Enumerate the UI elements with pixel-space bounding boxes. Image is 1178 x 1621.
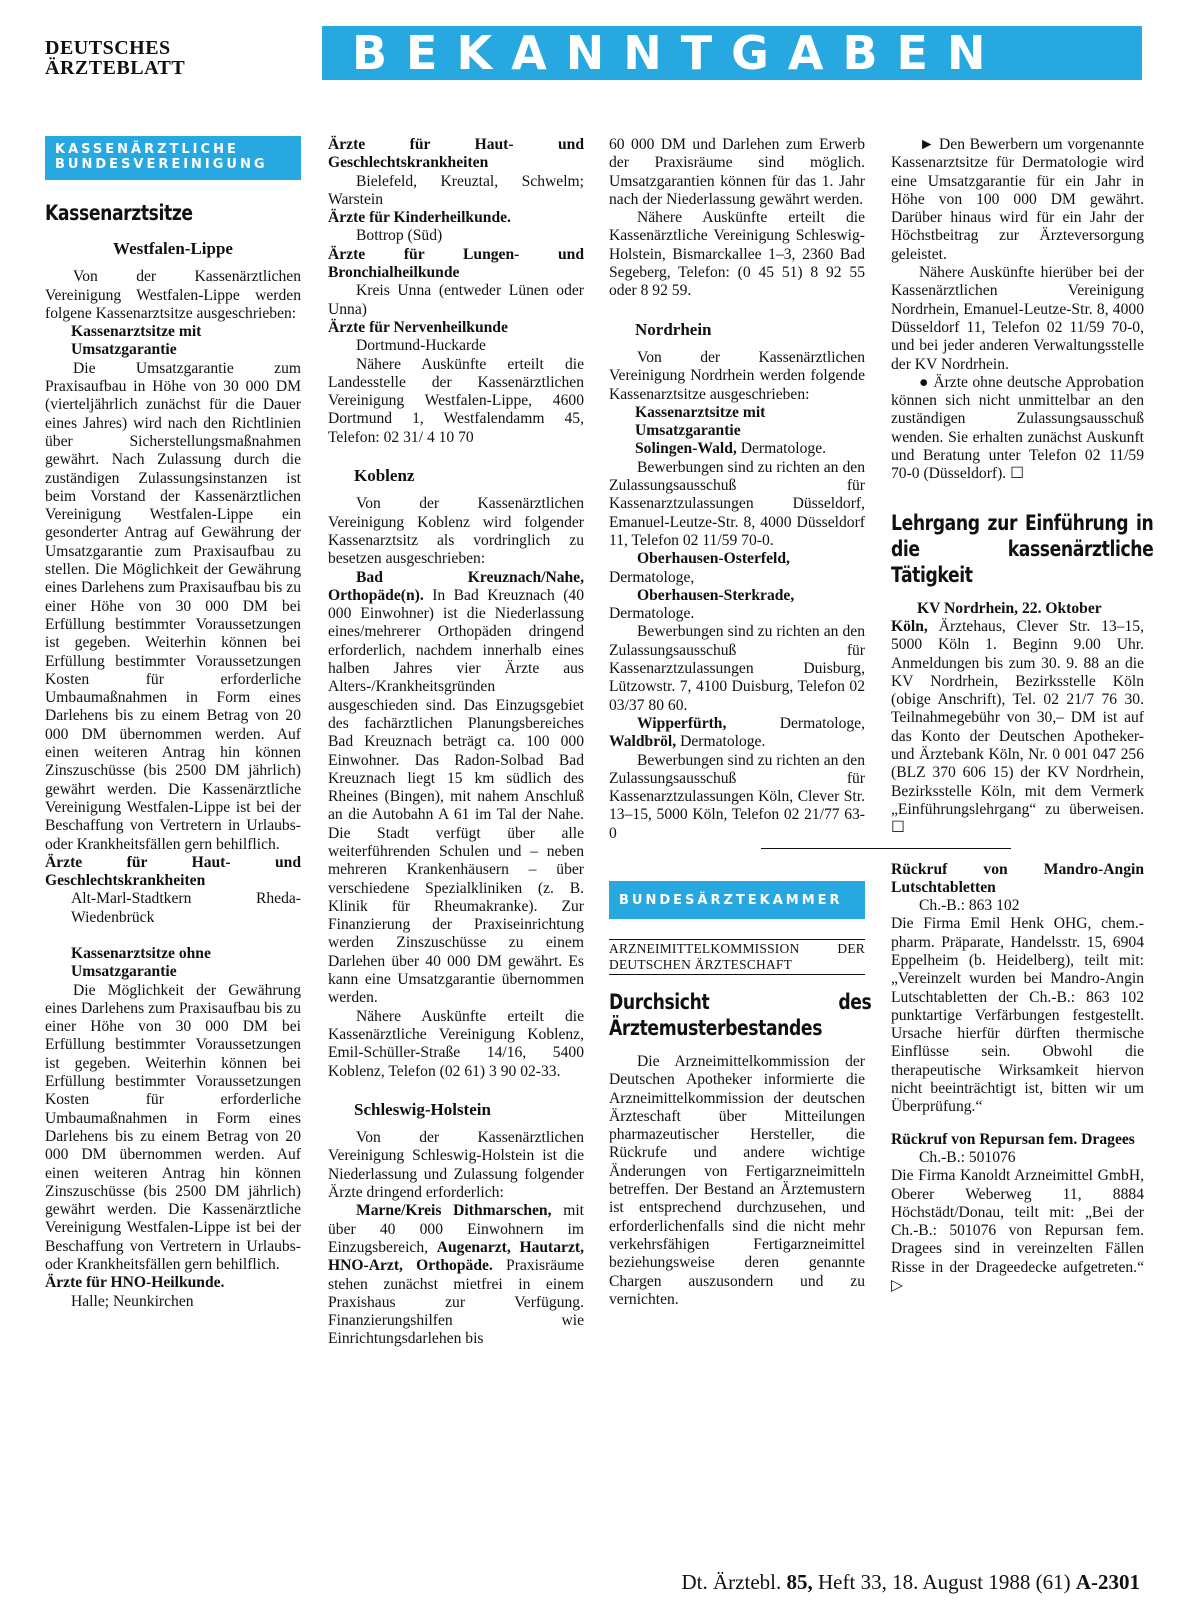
location-list: Kreis Unna (entweder Lünen oder Unna) [328, 282, 584, 318]
subheading: Kassenarztsitze mit Umsatzgarantie [71, 323, 202, 359]
department-label: KASSENÄRZTLICHE BUNDESVEREINIGUNG [45, 136, 301, 180]
page-footer [682, 1570, 1140, 1594]
batch-number: Ch.-B.: 863 102 [919, 897, 1020, 915]
journal-logo: DEUTSCHES ÄRZTEBLATT [45, 37, 186, 79]
paragraph: Von der Kassenärztlichen Vereinigung Nordrhein werden folgende Kassenarztsitze ausgeschrieben: [609, 348, 865, 403]
paragraph-text: Praxisräume stehen zunächst mietfrei in einem Praxishaus zur Verfügung. Finanzierungshilfen wie Einrichtungsdarlehen bis [328, 1257, 584, 1348]
recall-title: Rückruf von Repursan fem. Dragees [891, 1130, 1135, 1148]
specialty-heading: Ärzte für Lungen- und Bronchialheilkunde [328, 245, 584, 282]
paragraph: ► Den Bewerbern um vorgenannte Kassenarztsitze für Dermatologie wird eine Umsatzgarantie für ein Jahr in Höhe von 100 000 DM gewährt. Darüber hinaus wird für ein Jahr der Höchstbeitrag zur Ärzteversorgung geleistet. [891, 136, 1144, 263]
kicker: ARZNEIMITTELKOMMISSION DER DEUTSCHEN ÄRZTESCHAFT [609, 939, 865, 975]
recall-title: Rückruf von Mandro-Angin Lutschtabletten [891, 860, 1144, 896]
paragraph-text: Ärztehaus, Clever Str. 13–15, 5000 Köln 1. Beginn 9.00 Uhr. Anmeldungen bis zum 30. 9. 88 an die KV Nordrhein, Bezirksstelle Köln (obige Anschrift), Tel. 02 21/7 76 30. Teilnahmegebühr von 30,– DM ist auf das Konto der Deutschen Apotheker- und Ärztebank Köln, Nr. 0 001 047 256 (BLZ 370 606 15) der KV Nordrhein, Bezirksstelle Köln, mit dem Vermerk „Einführungslehrgang“ zu überweisen. ☐ [891, 617, 1144, 837]
location-list: Halle; Neunkirchen [71, 1292, 194, 1310]
section-banner: BEKANNTGABEN [322, 26, 1142, 80]
article-title: Lehrgang zur Einführung in die kassenärztliche Tätigkeit [891, 510, 1154, 587]
place-name: Solingen-Wald, [635, 440, 737, 458]
location-list: Bottrop (Süd) [356, 227, 443, 245]
specialty: Dermatologe, [609, 568, 695, 586]
location-list: Bielefeld, Kreuztal, Schwelm; Warstein [328, 172, 584, 208]
region-heading: Schleswig-Holstein [354, 1099, 491, 1119]
contact-info: Nähere Auskünfte hierüber bei der Kassenärztlichen Vereinigung Nordrhein, Emanuel-Leutze-Str. 8, 4000 Düsseldorf 11, Telefon 02 11/59 70-0, und bei jeder anderen Verwaltungsstelle der KV Nordrhein. [891, 264, 1144, 373]
paragraph: Von der Kassenärztlichen Vereinigung Koblenz wird folgender Kassenarztsitz als vordringlich zu besetzen ausgeschrieben: [328, 495, 584, 568]
specialty: Dermatologe. [680, 733, 766, 751]
paragraph: Von der Kassenärztlichen Vereinigung Schleswig-Holstein ist die Niederlassung und Zulassung folgender Ärzte dringend erforderlich: [328, 1129, 584, 1202]
paragraph: Die Firma Emil Henk OHG, chem.-pharm. Präparate, Handelsstr. 15, 6904 Eppelheim (b. Heidelberg), teilt mit: „Vereinzelt wurden bei Mandro-Angin Lutschtabletten der Ch.-B.: 863 102 punktartige Verfärbungen festgestellt. Ursache hierfür dürften thermische Einflüsse sein. Obwohl die therapeutische Wirksamkeit hiervon nicht beeinträchtigt ist, bitten wir um Überprüfung.“ [891, 915, 1144, 1116]
paragraph-text: In Bad Kreuznach (40 000 Einwohner) ist die Niederlassung eines/mehrerer Orthopäden dringend erforderlich, nachdem innerhalb eines halben Jahres vier Ärzte aus Alters-/Krankheitsgründen ausgeschieden sind. Das Einzugsgebiet des fachärztlichen Planungsbereiches Bad Kreuznach beträgt ca. 100 000 Einwohner. Das Radon-Solbad Bad Kreuznach liegt 15 km südlich des Rheines (Bingen), mit nahem Anschluß an die Autobahn A 61 im Tal der Nahe. Die Stadt verfügt über alle weiterführenden Schulen und – neben mehreren Krankenhäusern – über verschiedene Spezialkliniken (z. B. Klinik für Rheumakranke). Zur Finanzierung der Praxiseinrichtung werden Zinszuschüsse zu einem Darlehen über 40 000 DM gewährt. Es kann eine Umsatzgarantie übernommen werden. [328, 586, 584, 1007]
place-name: Köln, [891, 617, 928, 635]
listing [609, 587, 865, 624]
batch-number: Ch.-B.: 501076 [919, 1148, 1016, 1166]
listing [609, 715, 865, 752]
specialty-heading: Ärzte für Haut- und Geschlechtskrankheiten [45, 853, 301, 890]
paragraph: Die Möglichkeit der Gewährung eines Darlehens zum Praxisaufbau bis zu einer Höhe von 30 000 DM bei Erfüllung bestimmter Voraussetzungen ist gegeben. Weiterhin können bei Erfüllung bestimmter Voraussetzungen Kosten für erforderliche Umbaumaßnahmen in Form eines Darlehens bis zu einem Betrag von 20 000 DM übernommen werden. Auf einen weiteren Antrag hin können Zinszuschüsse (bis 2500 DM jährlich) gewährt werden. Die Kassenärztliche Vereinigung Westfalen-Lippe ist bei der Beschaffung von Vertretern in Urlaubs- oder Krankheitsfällen gern behilflich. [45, 981, 301, 1274]
paragraph: Bewerbungen sind zu richten an den Zulassungsausschuß für Kassenarztzulassungen Köln, Clever Str. 13–15, 5000 Köln, Telefon 02 21/77 63-0 [609, 751, 865, 842]
contact-info: Nähere Auskünfte erteilt die Kassenärztliche Vereinigung Schleswig-Holstein, Bismarckallee 1–3, 2360 Bad Segeberg, Telefon: (0 45 51) 8 92 55 oder 8 92 59. [609, 209, 865, 300]
subheading: Kassenarztsitze ohne Umsatzgarantie [71, 944, 211, 981]
region-heading: Nordrhein [635, 319, 712, 339]
paragraph: 60 000 DM und Darlehen zum Erwerb der Praxisräume sind möglich. Umsatzgarantien können für das 1. Jahr nach der Niederlassung gewährt werden. [609, 136, 865, 208]
region-heading: Westfalen-Lippe [113, 239, 233, 258]
specialty-list: Augenarzt, Hautarzt, HNO-Arzt, Orthopäde. [328, 1238, 584, 1275]
place-name: Oberhausen-Osterfeld, [637, 550, 790, 568]
specialty-heading: Ärzte für Haut- und Geschlechtskrankheiten [328, 136, 584, 172]
specialty-heading: Ärzte für Nervenheilkunde [328, 318, 508, 336]
listing [609, 550, 865, 587]
place-name: Waldbröl, [609, 733, 677, 751]
event-heading [891, 600, 1144, 618]
paragraph: Die Umsatzgarantie zum Praxisaufbau in Höhe von 30 000 DM (vierteljährlich zunächst für die Dauer eines Jahres) wird nach den Richtlinien über Sicherstellungsmaßnahmen gewährt. Nach Zulassung durch die zuständigen Zulassungsinstanzen ist beim Vorstand der Kassenärztlichen Vereinigung Westfalen-Lippe ein gesonderter Antrag auf Gewährung der Umsatzgarantie zum Praxisaufbau zu stellen. Die Möglichkeit der Gewährung eines Darlehens zum Praxisaufbau bis zu einer Höhe von 30 000 DM bei Erfüllung bestimmter Voraussetzungen ist gegeben. Weiterhin können bei Erfüllung bestimmter Voraussetzungen Kosten für erforderliche Umbaumaßnahmen in Form eines Darlehens bis zu einem Betrag von 20 000 DM übernommen werden. Auf einen weiteren Antrag hin können Zinszuschüsse (bis 2500 DM jährlich) gewährt werden. Die Kassenärztliche Vereinigung Westfalen-Lippe ist bei der Beschaffung von Vertretern in Urlaubs- oder Krankheitsfällen gern behilflich. [45, 359, 301, 853]
region-heading: Koblenz [354, 466, 415, 486]
event-date: KV Nordrhein, 22. Oktober [917, 599, 1102, 617]
article-title: Kassenarztsitze [45, 201, 193, 225]
location-list: Dortmund-Huckarde [356, 337, 486, 355]
volume: 85, [786, 1570, 813, 1594]
place-name: Marne/Kreis Dithmarschen, [356, 1202, 552, 1220]
column-1 [45, 136, 301, 1311]
paragraph: Die Arzneimittelkommission der Deutschen Apotheker informierte die Arzneimittelkommission der deutschen Ärzteschaft über Mitteilungen pharmazeutischer Hersteller, die Rückrufe und andere wichtige Änderungen von Fertigarzneimitteln betreffen. Der Bestand an Ärztemustern ist entsprechend durchzusehen, und erforderlichenfalls sind die nicht mehr verkehrsfähigen Fertigarzneimittel beziehungsweise deren genannte Chargen auszusondern und zu vernichten. [609, 1052, 865, 1308]
paragraph: ● Ärzte ohne deutsche Approbation können sich nicht unmittelbar an den zuständigen Zulassungsausschuß wenden. Sie erhalten zunächst Auskunft und Beratung unter Telefon 02 11/59 70-0 (Düsseldorf). ☐ [891, 373, 1144, 483]
paragraph: Bewerbungen sind zu richten an den Zulassungsausschuß für Kassenarztzulassungen Düsseldorf, Emanuel-Leutze-Str. 8, 4000 Düsseldorf 11, Telefon 02 11/59 70-0. [609, 458, 865, 549]
page-number: A-2301 [1075, 1570, 1140, 1594]
contact-info: Nähere Auskünfte erteilt die Landesstelle der Kassenärztlichen Vereinigung Westfalen-Lippe, 4600 Dortmund 1, Westfalendamm 45, Telefon: 02 31/ 4 10 70 [328, 355, 584, 446]
paragraph-text: mit über 40 000 Einwohnern im Einzugsbereich, [328, 1202, 584, 1256]
divider [761, 848, 1011, 849]
specialty-heading: Ärzte für HNO-Heilkunde. [45, 1274, 225, 1292]
column-3 [609, 136, 872, 1309]
specialty: Dermatologe, [779, 714, 865, 732]
specialty: Dermatologe. [609, 605, 695, 623]
paragraph: Von der Kassenärztlichen Vereinigung Westfalen-Lippe werden folgene Kassenarztsitze ausgeschrieben: [45, 268, 301, 322]
contact-info: Nähere Auskünfte erteilt die Kassenärztliche Vereinigung Koblenz, Emil-Schüller-Straße 14/16, 5400 Koblenz, Telefon (02 61) 3 90 02-33. [328, 1007, 584, 1080]
paragraph [328, 1202, 584, 1348]
article-title: Durchsicht des Ärztemusterbestandes [609, 989, 872, 1040]
place-name: Wipperfürth, [637, 714, 727, 732]
issue: Heft 33, 18. August 1988 (61) [818, 1570, 1071, 1594]
specialty-heading: Ärzte für Kinderheilkunde. [328, 209, 511, 227]
journal-name: Dt. Ärztebl. [681, 1570, 782, 1594]
department-label: BUNDESÄRZTEKAMMER [609, 881, 865, 919]
subheading: Kassenarztsitze mit Umsatzgarantie [635, 403, 766, 440]
column-2 [328, 136, 584, 1349]
listing [609, 440, 865, 458]
paragraph: Die Firma Kanoldt Arzneimittel GmbH, Oberer Weberweg 11, 8884 Höchstädt/Donau, teilt mit: „Bei der Ch.-B.: 501076 von Repursan fem. Dragees sind in vereinzelten Fällen Risse in der Drageedecke aufgetreten.“ ▷ [891, 1167, 1144, 1295]
place-name: Bad Kreuznach/Nahe, Orthopäde(n). [328, 568, 584, 604]
paragraph [328, 569, 584, 1008]
paragraph: Bewerbungen sind zu richten an den Zulassungsausschuß für Kassenarztzulassungen Duisburg, Lützowstr. 7, 4100 Duisburg, Telefon 02 03/37 80 60. [609, 623, 865, 714]
place-name: Oberhausen-Sterkrade, [637, 586, 795, 604]
column-4 [891, 136, 1154, 1295]
location-list: Alt-Marl-Stadtkern Rheda-Wiedenbrück [71, 890, 301, 926]
specialty: Dermatologe. [740, 440, 827, 458]
paragraph [891, 618, 1144, 838]
